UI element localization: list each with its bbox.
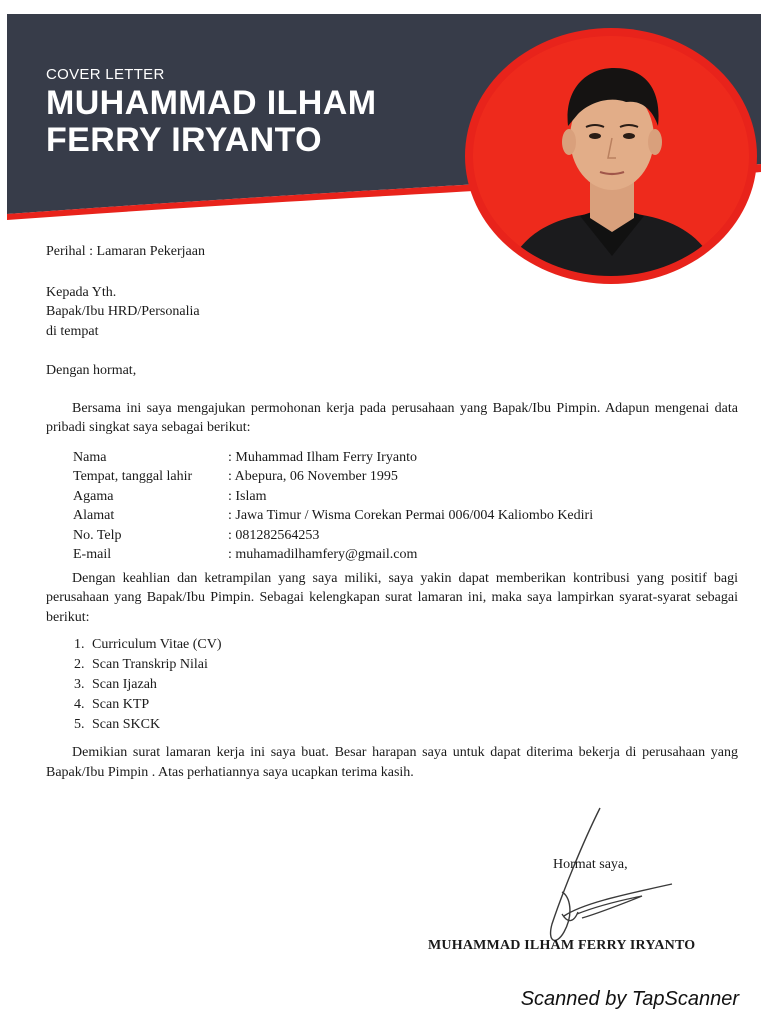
- data-value: : Jawa Timur / Wisma Corekan Permai 006/004 Kaliombo Kediri: [228, 508, 594, 523]
- signature-scribble: [522, 804, 692, 954]
- data-label: E-mail: [73, 547, 112, 562]
- letter-body: [46, 242, 738, 782]
- list-item: 2. Scan Transkrip Nilai: [74, 657, 208, 672]
- data-label: No. Telp: [73, 527, 122, 543]
- data-value: : Islam: [228, 488, 267, 504]
- letter-subject: Perihal : Lamaran Pekerjaan: [46, 244, 205, 259]
- data-value: : muhamadilhamfery@gmail.com: [228, 547, 418, 562]
- intro-paragraph: Bersama ini saya mengajukan permohonan kerja pada perusahaan yang Bapak/Ibu Pimpin. Adapun mengenai data pribadi singkat saya sebagai berikut:: [46, 400, 738, 435]
- data-value: : Muhammad Ilham Ferry Iryanto: [228, 449, 417, 465]
- applicant-name-line-2: FERRY IRYANTO: [46, 121, 323, 159]
- data-label: Nama: [73, 449, 107, 465]
- data-label: Alamat: [73, 508, 115, 523]
- skills-paragraph: Dengan keahlian dan ketrampilan yang saya miliki, saya yakin dapat memberikan kontribusi yang positif bagi perusahaan yang Bapak/Ibu Pimpin. Sebagai kelengkapan surat lamaran ini, maka saya lampirkan syarat-syarat sebagai berikut:: [46, 570, 738, 625]
- data-label: Tempat, tanggal lahir: [73, 469, 193, 484]
- scanner-watermark: Scanned by TapScanner: [520, 988, 739, 1010]
- recipient-block: [46, 283, 738, 342]
- recipient-line: Kepada Yth.: [46, 284, 117, 300]
- list-item: 3. Scan Ijazah: [74, 677, 157, 692]
- applicant-name-line-1: MUHAMMAD ILHAM: [46, 84, 377, 122]
- table-row: [73, 526, 593, 546]
- list-item: 1. Curriculum Vitae (CV): [74, 637, 222, 652]
- closing-paragraph: Demikian surat lamaran kerja ini saya buat. Besar harapan saya untuk dapat diterima bekerja di perusahaan yang Bapak/Ibu Pimpin . Atas perhatiannya saya ucapkan terima kasih.: [46, 745, 738, 780]
- header-title-block: [46, 66, 376, 159]
- table-row: [73, 448, 593, 468]
- data-value: : 081282564253: [228, 527, 320, 543]
- letter-page: [7, 14, 761, 974]
- data-value: : Abepura, 06 November 1995: [228, 469, 398, 484]
- closing-salutation: Hormat saya,: [553, 857, 628, 872]
- attachment-list: [46, 635, 738, 735]
- table-row: [73, 487, 593, 507]
- table-row: [73, 545, 593, 565]
- list-item: 4. Scan KTP: [74, 697, 150, 712]
- data-label: Agama: [73, 488, 114, 504]
- signer-name: MUHAMMAD ILHAM FERRY IRYANTO: [428, 938, 696, 953]
- table-row: [73, 506, 593, 526]
- recipient-line: Bapak/Ibu HRD/Personalia: [46, 304, 200, 319]
- table-row: [73, 467, 593, 487]
- document-type-label: COVER LETTER: [46, 66, 165, 83]
- list-item: 5. Scan SKCK: [74, 717, 161, 732]
- greeting: Dengan hormat,: [46, 363, 137, 378]
- personal-data-table: [73, 448, 593, 565]
- recipient-line: di tempat: [46, 323, 99, 339]
